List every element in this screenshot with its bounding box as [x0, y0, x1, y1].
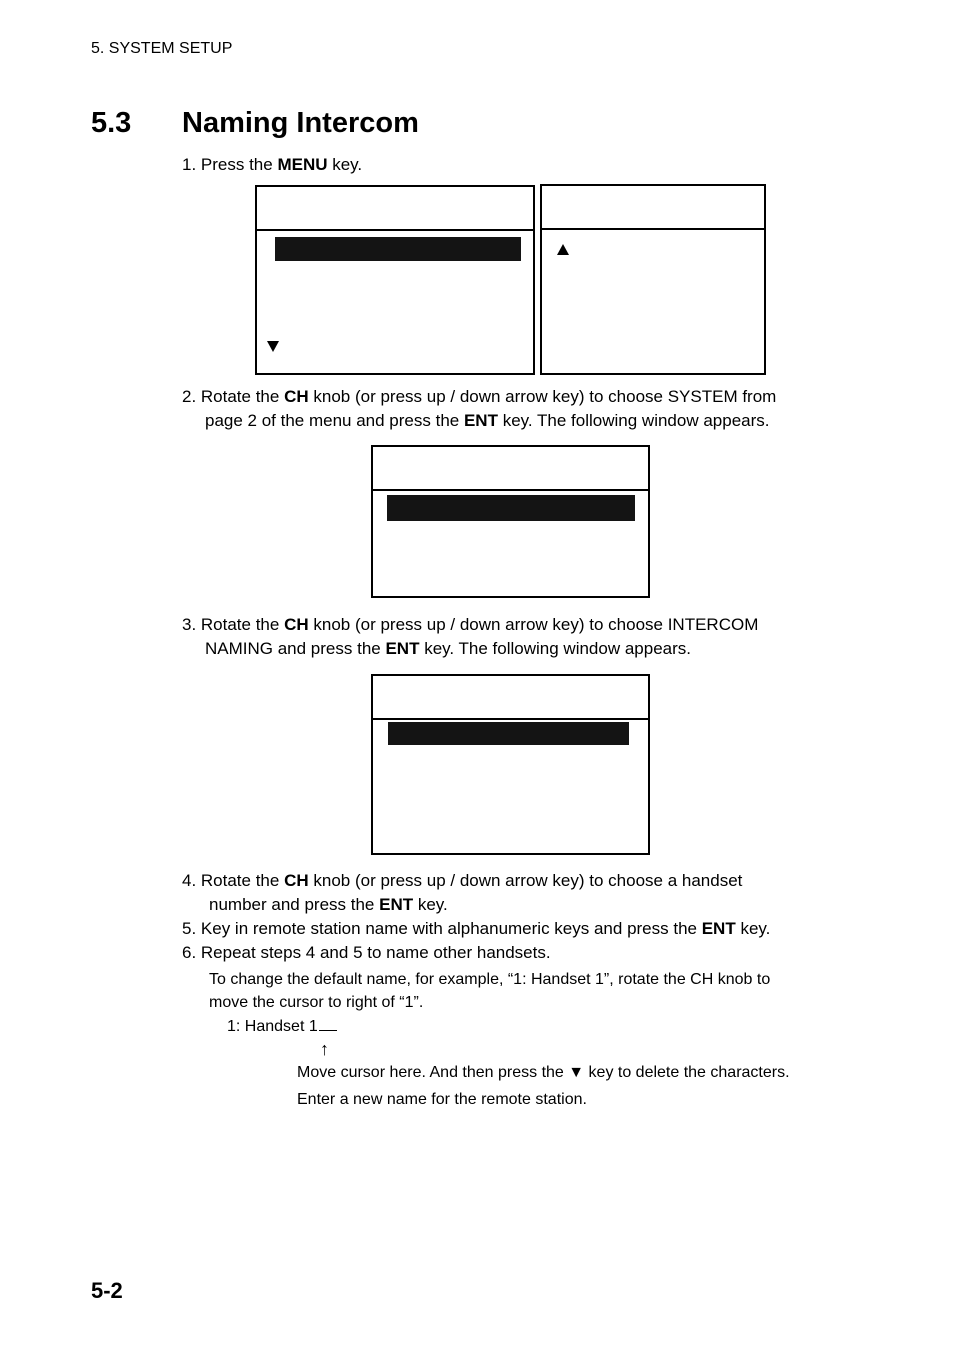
step-4-continued: number and press the ENT key.	[209, 895, 448, 914]
intercom-naming-screen	[371, 674, 650, 855]
section-number: 5.3	[91, 107, 132, 139]
triangle-down-icon	[267, 341, 279, 352]
step-3: 3. Rotate the CH knob (or press up / down arrow key) to choose INTERCOM	[182, 615, 759, 634]
step-6: 6. Repeat steps 4 and 5 to name other handsets.	[182, 943, 551, 962]
screen-title-bar	[257, 187, 533, 231]
up-arrow-icon: ↑	[320, 1039, 329, 1059]
highlighted-menu-item	[275, 237, 521, 261]
note-line-1: To change the default name, for example, “1: Handset 1”, rotate the CH knob to	[209, 971, 771, 988]
section-title: Naming Intercom	[182, 107, 419, 139]
step-1: 1. Press the MENU key.	[182, 155, 363, 174]
screen-title-bar	[373, 676, 648, 720]
menu-screen-page-1	[255, 185, 535, 375]
running-head: 5. SYSTEM SETUP	[91, 40, 233, 57]
note-line-3: Move cursor here. And then press the ▼ key to delete the characters.	[297, 1064, 790, 1081]
step-4: 4. Rotate the CH knob (or press up / down arrow key) to choose a handset	[182, 871, 743, 890]
note-line-2: move the cursor to right of “1”.	[209, 994, 424, 1011]
note-line-4: Enter a new name for the remote station.	[297, 1091, 587, 1108]
screen-title-bar	[373, 447, 648, 491]
system-menu-screen	[371, 445, 650, 598]
step-3-continued: NAMING and press the ENT key. The following window appears.	[205, 639, 691, 658]
highlighted-handset-item	[388, 722, 629, 745]
triangle-up-icon	[557, 244, 569, 255]
step-5: 5. Key in remote station name with alphanumeric keys and press the ENT key.	[182, 919, 771, 938]
highlighted-menu-item	[387, 495, 635, 521]
screen-title-bar	[542, 186, 764, 230]
example-handset-name: 1: Handset 1	[227, 1015, 337, 1038]
page-number: 5-2	[91, 1278, 123, 1303]
step-2: 2. Rotate the CH knob (or press up / down arrow key) to choose SYSTEM from	[182, 387, 777, 406]
step-2-continued: page 2 of the menu and press the ENT key. The following window appears.	[205, 411, 770, 430]
cursor-position-blank	[319, 1016, 337, 1031]
menu-screen-page-2	[540, 184, 766, 375]
